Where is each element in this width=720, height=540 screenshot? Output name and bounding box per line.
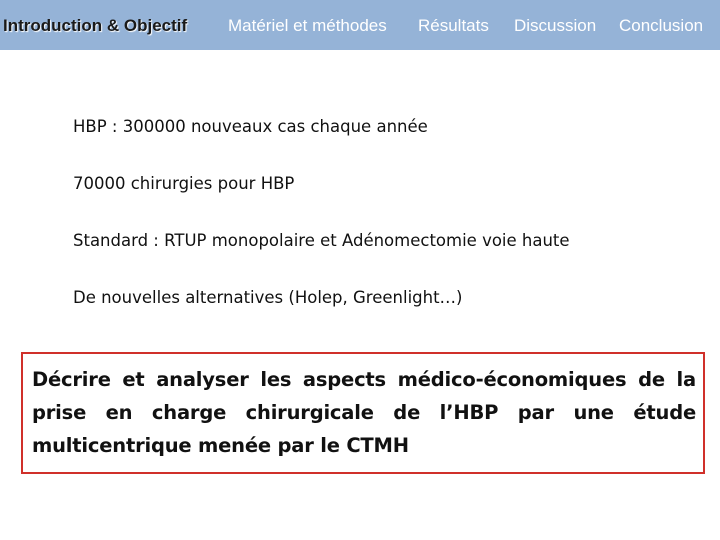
context-list xyxy=(73,116,570,344)
objective-box xyxy=(21,352,705,474)
tab-materiel-methodes[interactable]: Matériel et méthodes xyxy=(228,16,387,35)
section-navigation-bar xyxy=(0,0,720,50)
tab-discussion[interactable]: Discussion xyxy=(514,16,597,35)
objective-text: Décrire et analyser les aspects médico-économiques de la prise en charge chirurgicale de l’HBP par une étude multicentrique menée par le CTMH xyxy=(32,368,696,457)
context-item-surgeries: 70000 chirurgies pour HBP xyxy=(73,174,295,193)
context-item-standard: Standard : RTUP monopolaire et Adénomectomie voie haute xyxy=(73,231,570,250)
context-item-alternatives: De nouvelles alternatives (Holep, Greenlight…) xyxy=(73,288,463,307)
tab-introduction-objectif[interactable]: Introduction & Objectif xyxy=(3,16,188,35)
tab-conclusion[interactable]: Conclusion xyxy=(619,16,704,35)
context-item-incidence: HBP : 300000 nouveaux cas chaque année xyxy=(73,117,428,136)
tab-resultats[interactable]: Résultats xyxy=(418,16,489,35)
